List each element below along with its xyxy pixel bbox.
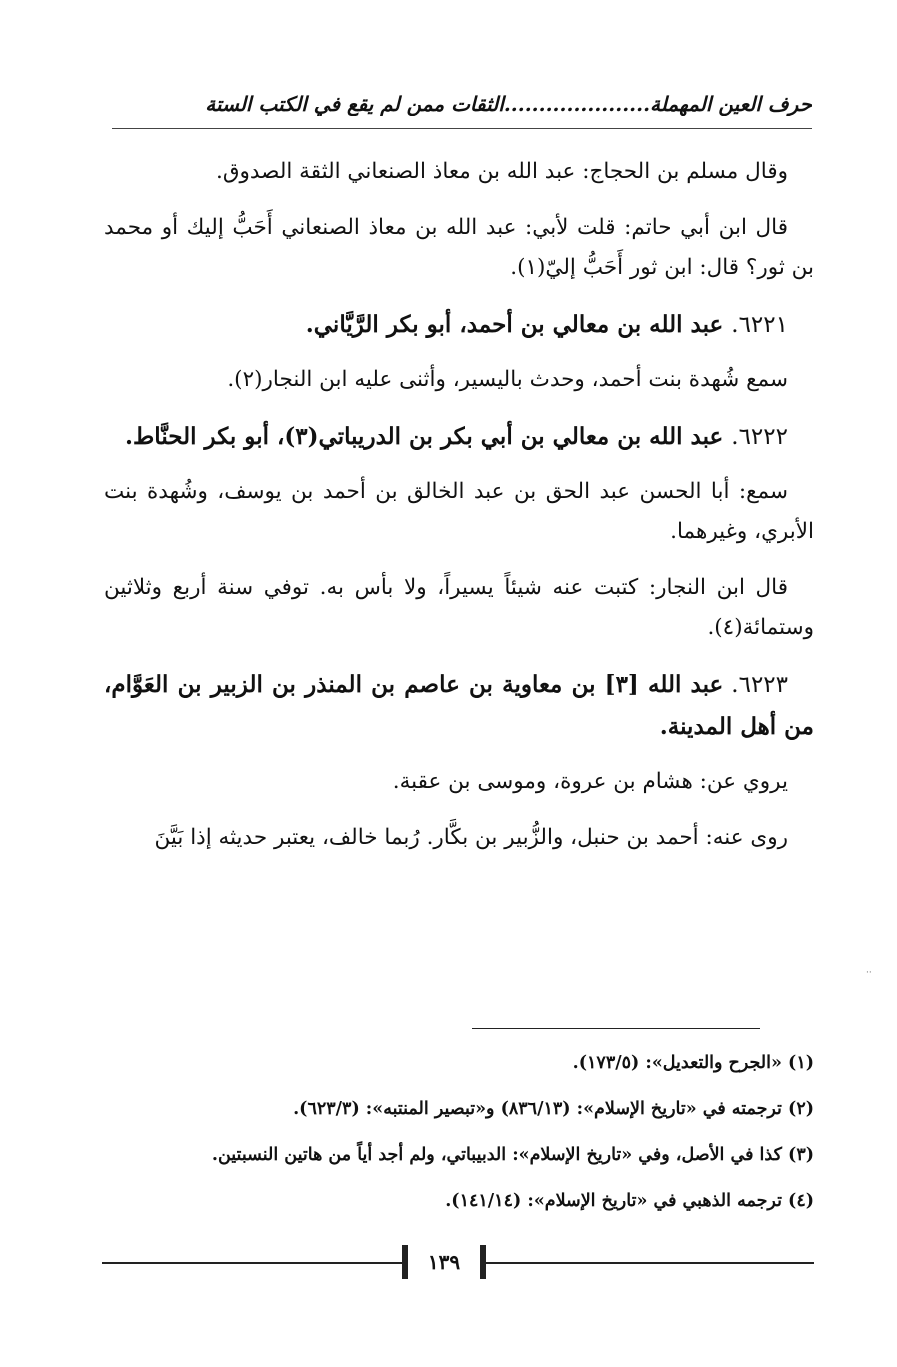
footnote-divider — [472, 1028, 760, 1029]
biography-entry-heading — [104, 416, 814, 458]
footnote: (٤) ترجمه الذهبي في «تاريخ الإسلام»: (١٤١/١٤). — [445, 1191, 814, 1211]
main-text — [104, 152, 814, 874]
entry-title: عبد الله بن معالي بن أحمد، أبو بكر الرَّيَّاني. — [305, 311, 724, 338]
footnote: (١) «الجرح والتعديل»: (١٧٣/٥). — [572, 1053, 814, 1073]
entry-number: ٦٢٢٢. — [731, 424, 788, 450]
paragraph: سمع: أبا الحسن عبد الحق بن عبد الخالق بن أحمد بن يوسف، وشُهدة بنت الأبري، وغيرهما. — [104, 479, 814, 544]
entry-title: عبد الله [٣] بن معاوية بن عاصم بن المنذر بن الزبير بن العَوَّام، من أهل المدينة. — [104, 671, 814, 740]
biography-entry-heading — [104, 304, 814, 346]
scan-speck: ·· — [866, 968, 872, 978]
entry-number: ٦٢٢١. — [731, 312, 788, 338]
paragraph: يروي عن: هشام بن عروة، وموسى بن عقبة. — [392, 769, 788, 794]
page-number: ١٣٩ — [402, 1245, 486, 1279]
footnote: (٣) كذا في الأصل، وفي «تاريخ الإسلام»: الدبيباتي، ولم أجد أياً من هاتين النسبتين. — [211, 1145, 814, 1165]
paragraph: قال ابن أبي حاتم: قلت لأبي: عبد الله بن معاذ الصنعاني أَحَبُّ إليك أو محمد بن ثور؟ قال: ابن ثور أَحَبُّ إليّ(١). — [104, 215, 814, 280]
paragraph: وقال مسلم بن الحجاج: عبد الله بن معاذ الصنعاني الثقة الصدوق. — [216, 159, 788, 184]
entry-number: ٦٢٢٣. — [731, 672, 789, 698]
footnotes — [104, 1040, 814, 1224]
paragraph: روى عنه: أحمد بن حنبل، والزُّبير بن بكَّار. رُبما خالف، يعتبر حديثه إذا بَيَّنَ — [154, 825, 788, 850]
running-header: حرف العين المهملة.....................الثقات ممن لم يقع في الكتب الستة — [205, 92, 812, 116]
entry-title: عبد الله بن معالي بن أبي بكر بن الدريباتي(٣)، أبو بكر الحنَّاط. — [125, 423, 724, 450]
footnote: (٢) ترجمته في «تاريخ الإسلام»: (٨٣٦/١٣) و«تبصير المنتبه»: (٦٢٣/٣). — [293, 1099, 814, 1119]
biography-entry-heading — [104, 664, 814, 748]
header-divider — [112, 128, 812, 129]
paragraph: قال ابن النجار: كتبت عنه شيئاً يسيراً، ولا بأس به. توفي سنة أربع وثلاثين وستمائة(٤). — [104, 575, 814, 640]
paragraph: سمع شُهدة بنت أحمد، وحدث باليسير، وأثنى عليه ابن النجار(٢). — [227, 367, 788, 392]
